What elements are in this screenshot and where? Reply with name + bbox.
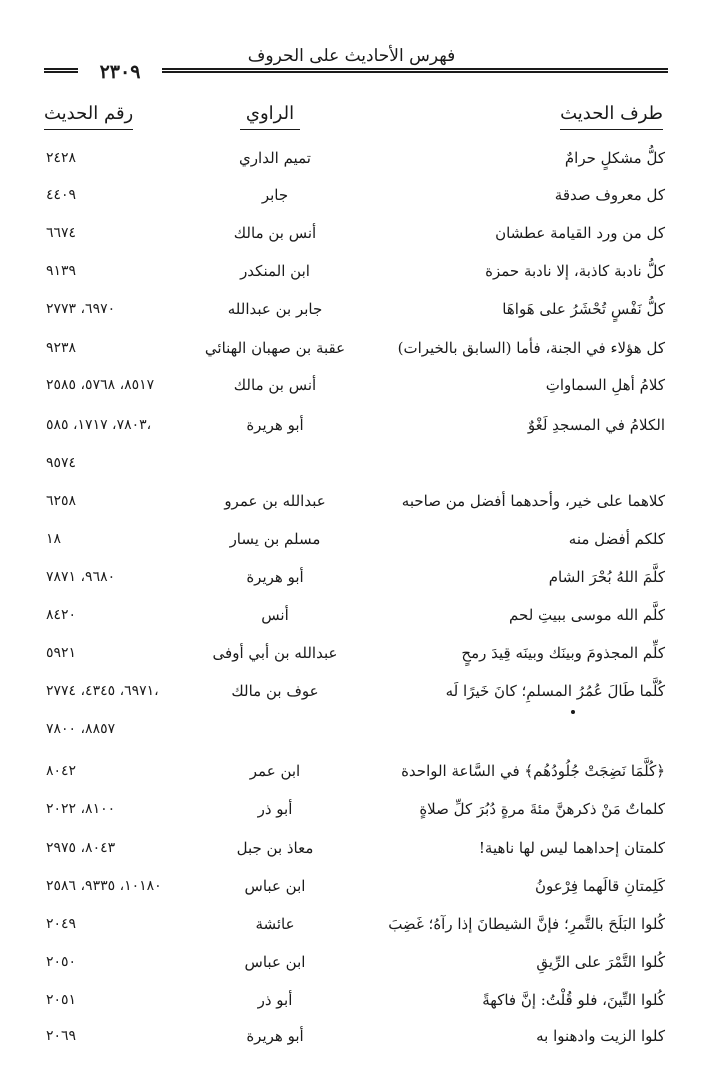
hadith-number: ٦٢٥٨ — [46, 493, 77, 509]
narrator-name: معاذ بن جبل — [236, 839, 314, 857]
narrator-name: ابن عباس — [244, 877, 306, 895]
narrator-name: أنس بن مالك — [233, 224, 317, 242]
index-row — [0, 909, 703, 939]
column-header-number: رقم الحديث — [44, 102, 133, 130]
narrator-name: تميم الداري — [239, 149, 311, 167]
column-header-narrator: الراوي — [240, 102, 300, 130]
narrator-name: أبو ذر — [257, 800, 293, 818]
index-row — [0, 833, 703, 863]
hadith-number: ٤٤٠٩ — [46, 187, 77, 203]
hadith-number: ٨٥١٧، ٥٧٦٨، ٢٥٨٥ — [46, 377, 155, 393]
hadith-number: ٢٤٢٨ — [46, 150, 77, 166]
index-row — [0, 294, 703, 324]
narrator-name: أنس — [261, 606, 289, 624]
narrator-name: ابن المنكدر — [240, 262, 310, 280]
hadith-number: ٨٨٥٧، ٧٨٠٠ — [46, 721, 116, 737]
index-row — [0, 370, 703, 400]
hadith-number: ٩١٣٩ — [46, 263, 77, 279]
hadith-incipit: كلُّ نَفْسٍ تُحْشَرُ على هَواهَا — [502, 300, 665, 318]
column-header-hadith: طرف الحديث — [560, 102, 663, 130]
hadith-incipit: كلكم أفضل منه — [568, 530, 665, 548]
narrator-name: أبو هريرة — [246, 1027, 304, 1045]
hadith-number: ٧٨٠٣، ١٧١٧، ٥٨٥، — [46, 417, 152, 433]
index-row — [0, 410, 703, 440]
hadith-incipit: كلَّمَ اللهُ بُحْرَ الشام — [548, 568, 665, 586]
hadith-incipit: كُلوا التَّمْرَ على الرِّيقِ — [536, 953, 665, 971]
running-head: فهرس الأحاديث على الحروف — [247, 46, 456, 66]
index-row — [0, 1021, 703, 1051]
header-rule-left — [44, 68, 78, 73]
index-row — [0, 676, 703, 706]
hadith-number: ١٠١٨٠، ٩٣٣٥، ٢٥٨٦ — [46, 878, 162, 894]
narrator-name: عقبة بن صهبان الهنائي — [204, 339, 346, 357]
narrator-name: عائشة — [255, 915, 295, 933]
index-row — [0, 714, 703, 744]
hadith-number: ٢٠٥١ — [46, 992, 77, 1008]
index-row — [0, 756, 703, 786]
narrator-name: أبو ذر — [257, 991, 293, 1009]
header-rule-right — [162, 68, 668, 73]
hadith-number: ٨٠٤٣، ٢٩٧٥ — [46, 840, 116, 856]
index-row — [0, 524, 703, 554]
hadith-incipit: كلوا الزيت وادهنوا به — [536, 1027, 665, 1045]
hadith-incipit: كُلوا البَلَحَ بالتَّمرِ؛ فإنَّ الشيطانَ إذا رآهُ؛ غَضِبَ — [388, 915, 665, 933]
narrator-name: ابن عباس — [244, 953, 306, 971]
hadith-incipit: كُلَّما طَالَ عُمُرُ المسلمِ؛ كانَ خَيرًا لَه — [445, 682, 665, 700]
hadith-number: ٩٢٣٨ — [46, 340, 77, 356]
hadith-number: ٦٩٧١، ٤٣٤٥، ٢٧٧٤، — [46, 683, 159, 699]
hadith-incipit: كَلِمتانِ قالَهما فِرْعونُ — [534, 877, 665, 895]
hadith-number: ٢٠٥٠ — [46, 954, 77, 970]
hadith-number: ٨٤٢٠ — [46, 607, 77, 623]
hadith-number: ٦٩٧٠، ٢٧٧٣ — [46, 301, 116, 317]
index-row — [0, 218, 703, 248]
narrator-name: مسلم بن يسار — [229, 530, 321, 548]
narrator-name: عبدالله بن عمرو — [224, 492, 326, 510]
narrator-name: جابر — [261, 186, 289, 204]
ink-dot — [571, 710, 575, 714]
index-row — [0, 333, 703, 363]
hadith-incipit: الكلامُ في المسجدِ لَغْوٌ — [527, 416, 665, 434]
hadith-number: ٥٩٢١ — [46, 645, 77, 661]
index-row — [0, 180, 703, 210]
hadith-incipit: كلُّ نادبة كاذبة، إلا نادبة حمزة — [485, 262, 665, 280]
index-row — [0, 985, 703, 1015]
narrator-name: جابر بن عبدالله — [227, 300, 323, 318]
index-row — [0, 600, 703, 630]
index-row — [0, 947, 703, 977]
hadith-incipit: كل معروف صدقة — [554, 186, 665, 204]
hadith-incipit: كل من ورد القيامة عطشان — [495, 224, 665, 242]
hadith-incipit: كُلوا التِّينَ، فلو قُلْتُ: إنَّ فاكهةً — [482, 991, 665, 1009]
hadith-number: ٩٦٨٠، ٧٨٧١ — [46, 569, 116, 585]
index-row — [0, 486, 703, 516]
index-row — [0, 143, 703, 173]
hadith-number: ٢٠٦٩ — [46, 1028, 77, 1044]
hadith-incipit: كلامُ أهلِ السماواتِ — [545, 376, 665, 394]
index-row — [0, 448, 703, 478]
index-row — [0, 871, 703, 901]
hadith-incipit: كل هؤلاء في الجنة، فأما (السابق بالخيرات) — [397, 339, 665, 357]
hadith-incipit: ﴿كُلَّمَا نَضِجَتْ جُلُودُهُم﴾ في السَّاعة الواحدة — [401, 762, 665, 780]
index-row — [0, 256, 703, 286]
hadith-number: ٨١٠٠، ٢٠٢٢ — [46, 801, 116, 817]
narrator-name: أنس بن مالك — [233, 376, 317, 394]
hadith-number: ٦٦٧٤ — [46, 225, 77, 241]
hadith-number: ٨٠٤٢ — [46, 763, 77, 779]
narrator-name: أبو هريرة — [246, 416, 304, 434]
page-number: ٢٣٠٩ — [99, 61, 141, 83]
narrator-name: عبدالله بن أبي أوفى — [212, 644, 338, 662]
hadith-incipit: كلمتان إحداهما ليس لها ناهية! — [478, 839, 665, 857]
narrator-name: ابن عمر — [249, 762, 301, 780]
hadith-number: ٩٥٧٤ — [46, 455, 77, 471]
index-row — [0, 638, 703, 668]
hadith-incipit: كلَّم الله موسى ببيتِ لحم — [509, 606, 665, 624]
hadith-incipit: كلاهما على خير، وأحدهما أفضل من صاحبه — [401, 492, 665, 510]
hadith-incipit: كلِّم المجذومَ وبينَك وبينَه قِيدَ رمحٍ — [461, 644, 665, 662]
narrator-name: أبو هريرة — [246, 568, 304, 586]
hadith-incipit: كلُّ مشكلٍ حرامٌ — [564, 149, 665, 167]
index-row — [0, 794, 703, 824]
hadith-number: ٢٠٤٩ — [46, 916, 77, 932]
narrator-name: عوف بن مالك — [231, 682, 319, 700]
hadith-number: ١٨ — [46, 531, 62, 547]
index-row — [0, 562, 703, 592]
hadith-incipit: كلماتٌ مَنْ ذكرهنَّ مئةَ مرةٍ دُبُرَ كلِّ صلاةٍ — [419, 800, 665, 818]
